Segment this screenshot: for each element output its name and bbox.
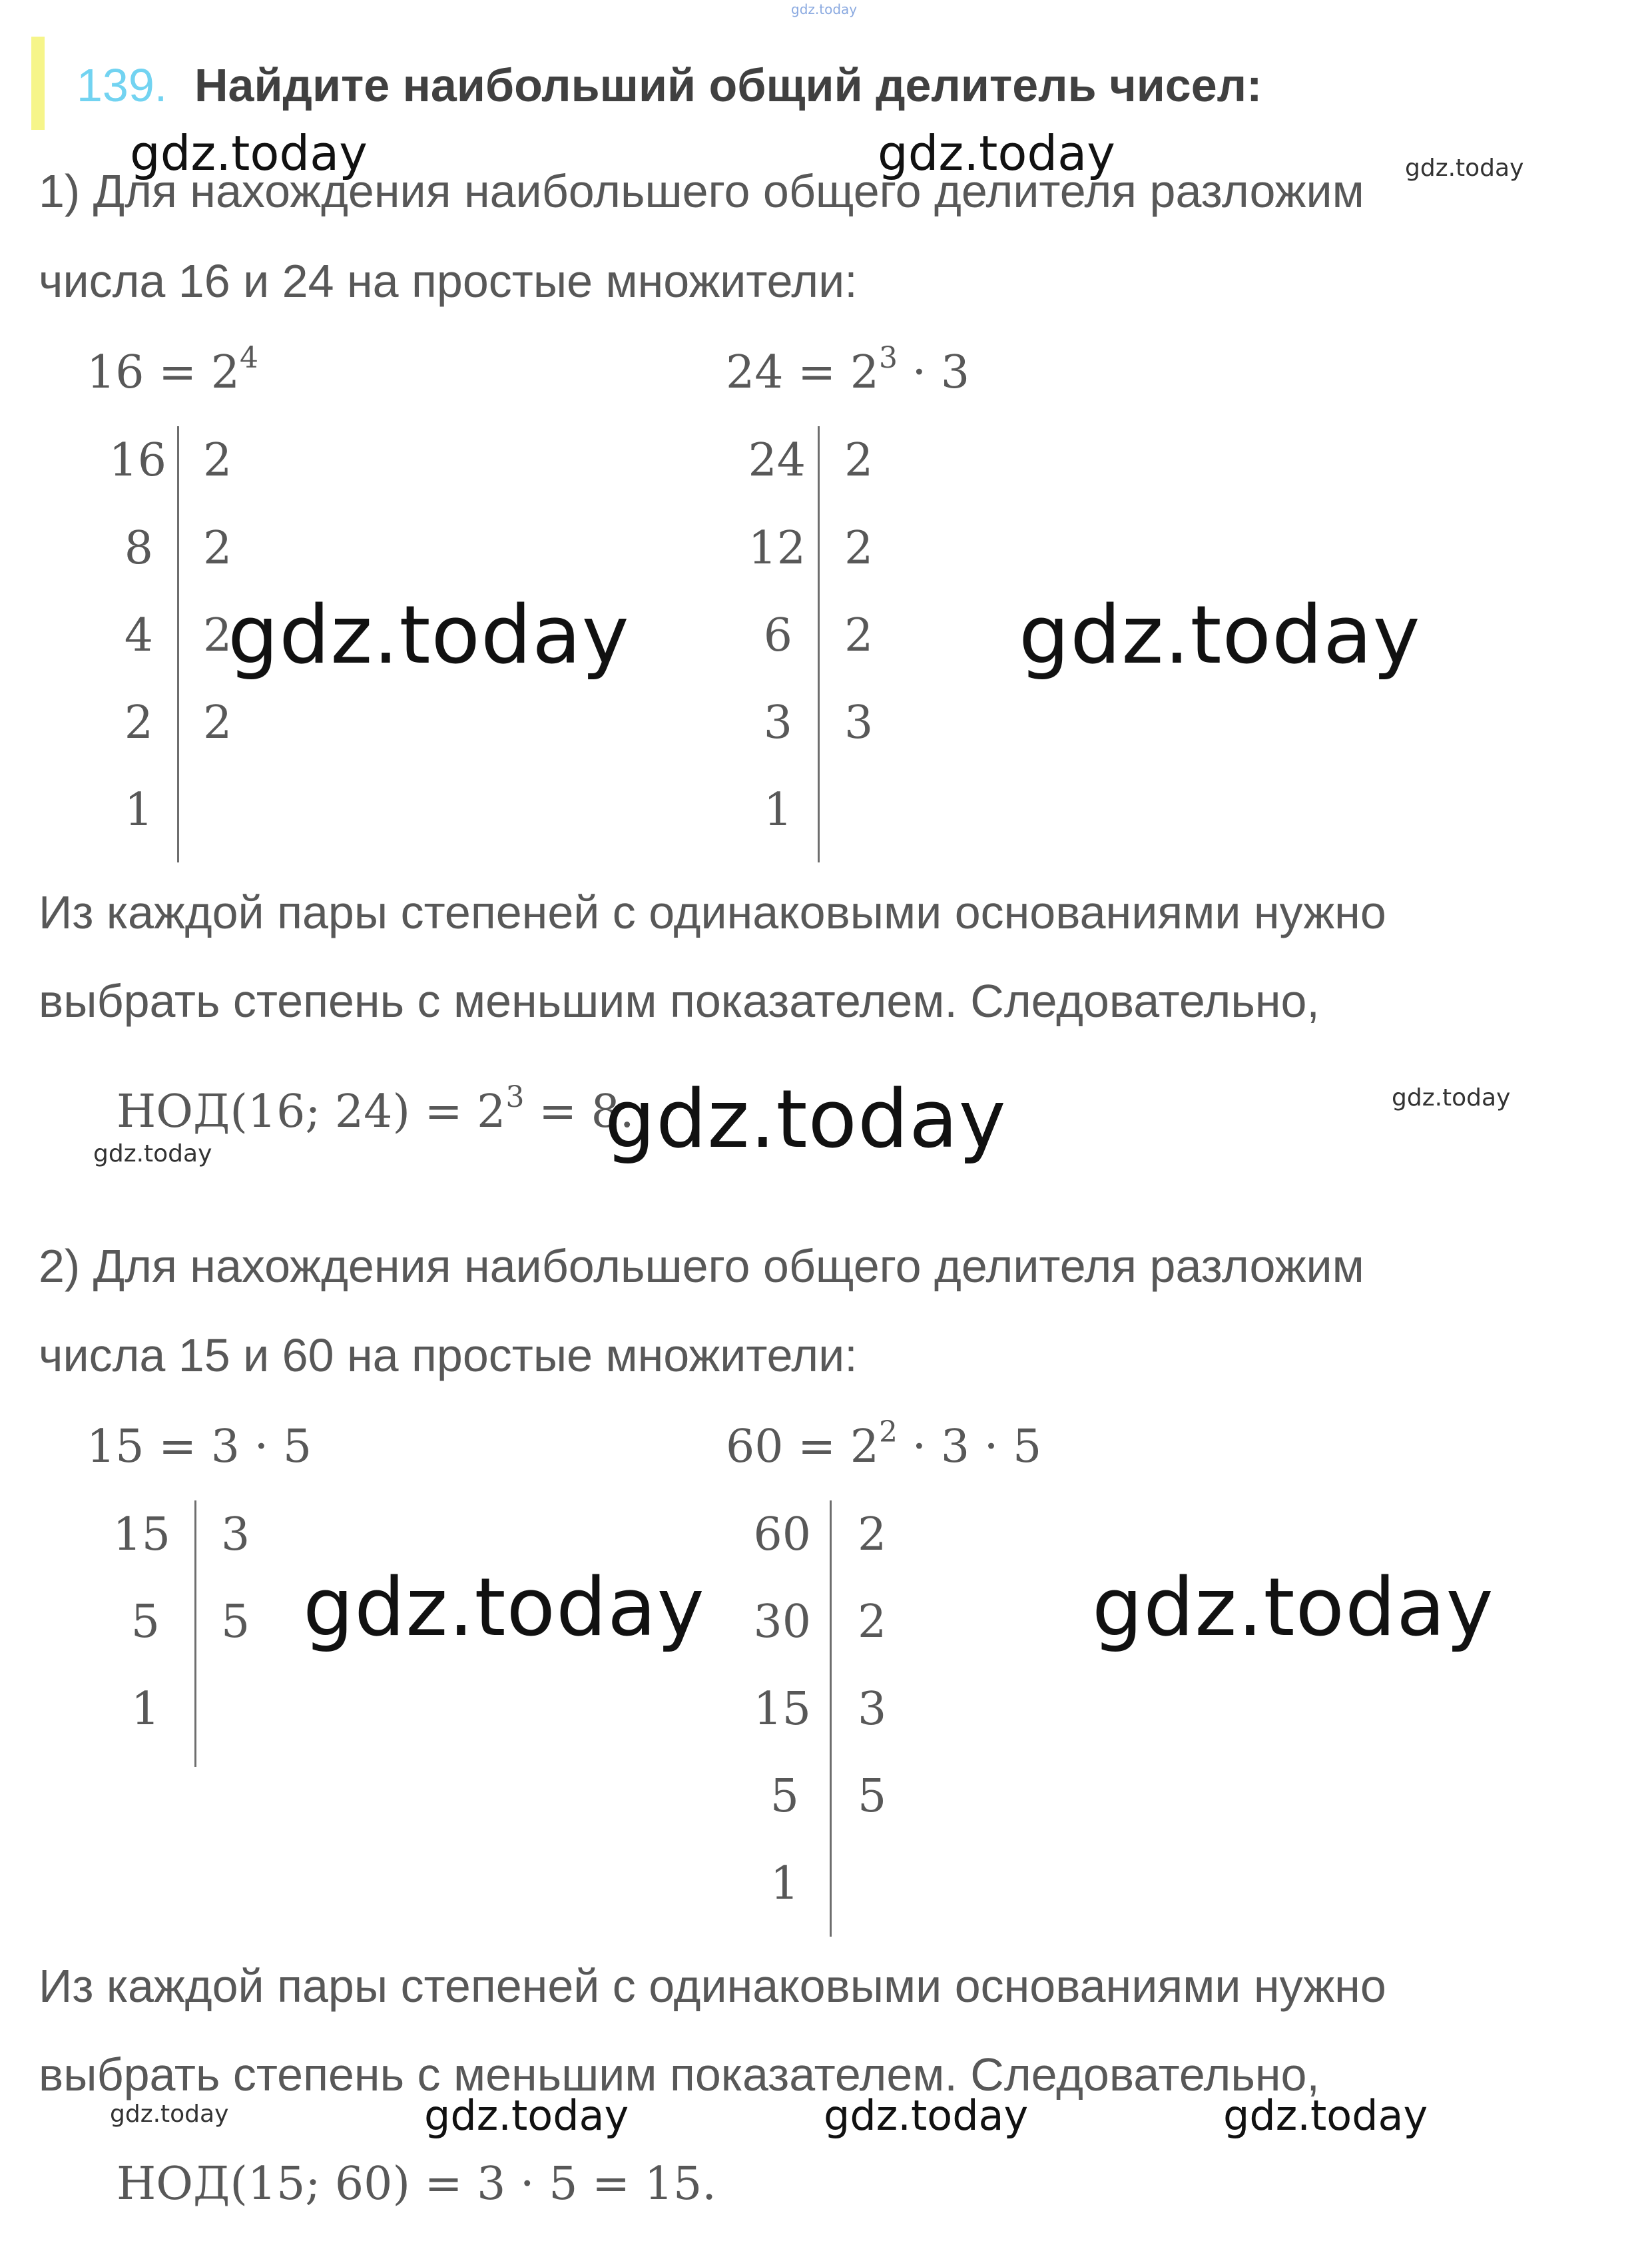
factor-divider-line xyxy=(194,1500,196,1767)
part1-left-formula: $16 = 2^4$ xyxy=(87,341,258,399)
divisor: 2 xyxy=(844,522,874,575)
watermark-text: gdz.today xyxy=(1223,2091,1428,2140)
watermark-text: gdz.today xyxy=(303,1562,705,1654)
dividend: 1 xyxy=(763,784,792,836)
dividend: 15 xyxy=(113,1508,170,1561)
dividend: 12 xyxy=(748,522,806,575)
divisor: 2 xyxy=(844,609,874,662)
part2-intro-line2: числа 15 и 60 на простые множители: xyxy=(39,1329,858,1381)
dividend: 5 xyxy=(131,1596,160,1648)
dividend: 1 xyxy=(131,1683,160,1736)
dividend: 5 xyxy=(770,1770,799,1823)
dividend: 6 xyxy=(763,609,792,662)
dividend: 3 xyxy=(763,697,792,749)
watermark-text: gdz.today xyxy=(605,1074,1007,1166)
divisor: 2 xyxy=(203,434,232,487)
watermark-text: gdz.today xyxy=(1092,1562,1494,1654)
part1-conclusion-line1: Из каждой пары степеней с одинаковыми основаниями нужно xyxy=(39,886,1386,938)
divisor: 5 xyxy=(858,1770,887,1823)
watermark-text: gdz.today xyxy=(93,1140,212,1167)
watermark-text: gdz.today xyxy=(424,2091,629,2140)
part2-conclusion-line2: выбрать степень с меньшим показателем. Следовательно, xyxy=(39,2049,1320,2100)
accent-bar xyxy=(31,37,45,130)
part2-intro-line1: 2) Для нахождения наибольшего общего делителя разложим xyxy=(39,1240,1364,1292)
dividend: 2 xyxy=(124,697,153,749)
part1-result: НОД(16; $24) = 2^3 = 8$. xyxy=(117,1080,635,1138)
watermark-text: gdz.today xyxy=(1019,589,1421,682)
dividend: 16 xyxy=(109,434,166,487)
dividend: 24 xyxy=(748,434,806,487)
divisor: 3 xyxy=(858,1683,887,1736)
dividend: 1 xyxy=(770,1857,799,1910)
part1-right-formula: $24 = 2^3 \cdot 3$ xyxy=(726,341,970,399)
watermark-text: gdz.today xyxy=(878,125,1115,181)
factor-divider-line xyxy=(177,426,179,862)
exercise-title: Найдите наибольший общий делитель чисел: xyxy=(194,59,1262,111)
part2-right-formula: $60 = 2^2 \cdot 3 \cdot 5$ xyxy=(726,1415,1042,1473)
dividend: 8 xyxy=(124,522,153,575)
divisor: 3 xyxy=(844,697,874,749)
watermark-text: gdz.today xyxy=(228,589,630,682)
part1-intro-line2: числа 16 и 24 на простые множители: xyxy=(39,255,858,307)
divisor: 2 xyxy=(203,609,232,662)
part1-intro-line1: 1) Для нахождения наибольшего общего делителя разложим xyxy=(39,165,1364,217)
divisor: 2 xyxy=(203,697,232,749)
part2-result: НОД(15; 60) = 3 · 5 = 15. xyxy=(117,2158,716,2210)
divisor: 3 xyxy=(221,1508,250,1561)
watermark-text: gdz.today xyxy=(791,1,858,17)
divisor: 2 xyxy=(844,434,874,487)
factor-divider-line xyxy=(818,426,820,862)
dividend: 4 xyxy=(124,609,153,662)
dividend: 1 xyxy=(124,784,153,836)
part2-left-formula: 15 = 3 · 5 xyxy=(87,1421,312,1473)
divisor: 5 xyxy=(221,1596,250,1648)
part2-conclusion-line1: Из каждой пары степеней с одинаковыми основаниями нужно xyxy=(39,1960,1386,2012)
watermark-text: gdz.today xyxy=(110,2100,229,2128)
dividend: 60 xyxy=(753,1508,811,1561)
dividend: 30 xyxy=(753,1596,811,1648)
divisor: 2 xyxy=(203,522,232,575)
dividend: 15 xyxy=(753,1683,811,1736)
divisor: 2 xyxy=(858,1508,887,1561)
factor-divider-line xyxy=(830,1500,832,1937)
watermark-text: gdz.today xyxy=(824,2091,1029,2140)
exercise-number: 139. xyxy=(77,59,168,111)
part1-conclusion-line2: выбрать степень с меньшим показателем. Следовательно, xyxy=(39,975,1320,1027)
divisor: 2 xyxy=(858,1596,887,1648)
watermark-text: gdz.today xyxy=(1405,155,1524,182)
watermark-text: gdz.today xyxy=(130,125,368,181)
watermark-text: gdz.today xyxy=(1392,1084,1511,1112)
